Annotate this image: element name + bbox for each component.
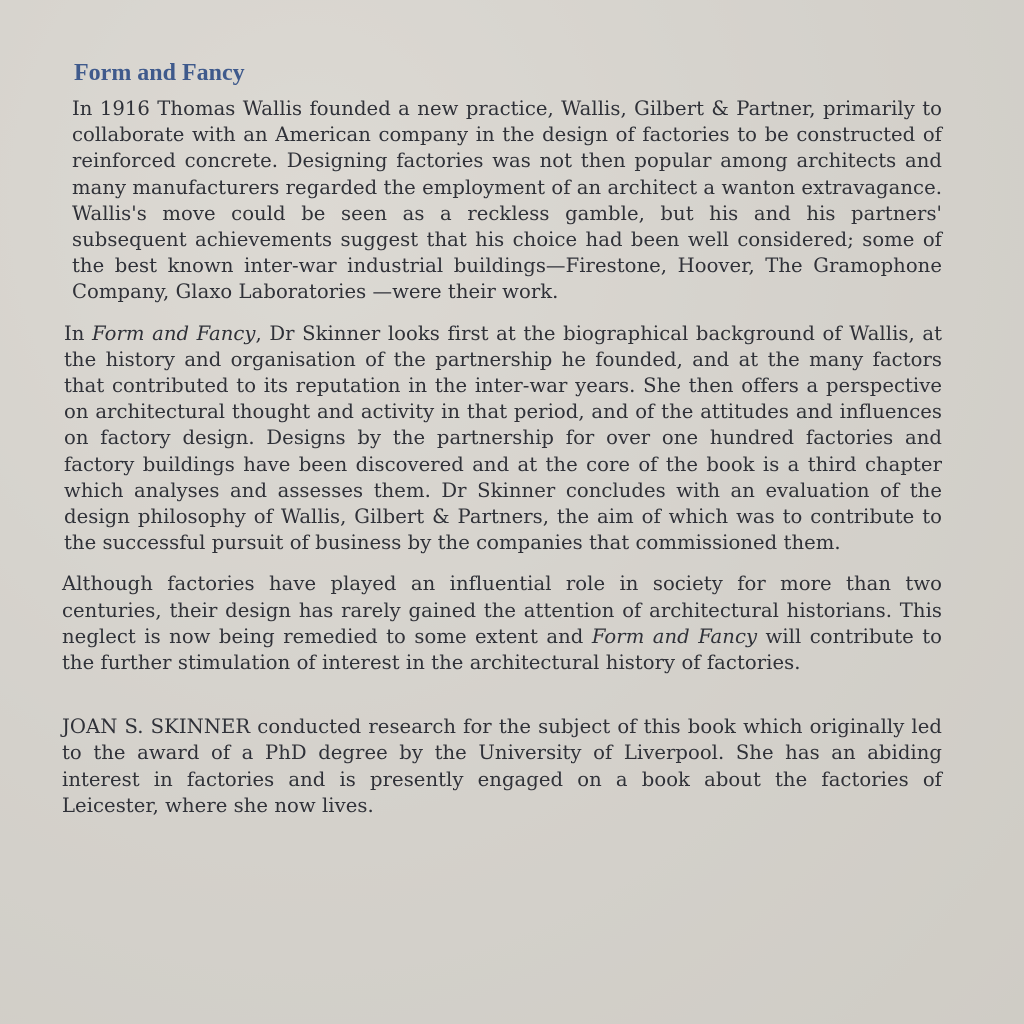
paragraph-history: In 1916 Thomas Wallis founded a new practice, Wallis, Gilbert & Partner, primarily to collaborate with an American company in the design of factories to be constructed of reinforced concrete. Designing factories was not then popular among architects and many manufacturers regarded the employment of an architect a wanton extravagance. Wallis's move could be seen as a reckless gamble, but his and his partners' subsequent achievements suggest that his choice had been well considered; some of the best known inter-war industrial buildings—Firestone, Hoover, The Gramophone Company, Glaxo Laboratories —were their work.	[72, 97, 942, 304]
paragraph-significance-tail: will contribute to the further stimulation of interest in the architectural history of factories.	[62, 624, 943, 675]
author-bio: JOAN S. SKINNER conducted research for the subject of this book which originally led to the award of a PhD degree by the University of Liverpool. She has an abiding interest in factories and is presently engaged on a book about the factories of Leicester, where she now lives.	[62, 715, 942, 817]
paragraph-significance	[62, 571, 942, 676]
paragraph-summary-body: , Dr Skinner looks first at the biographical background of Wallis, at the history and organisation of the partnership he founded, and at the many factors that contributed to its reputation in the inter-war years. She then offers a perspective on architectural thought and activity in that period, and of the attitudes and influences on factory design. Designs by the partnership for over one hundred factories and factory buildings have been discovered and at the core of the book is a third chapter which analyses and assesses them. Dr Skinner concludes with an evaluation of the design philosophy of Wallis, Gilbert & Partners, the aim of which was to contribute to the successful pursuit of business by the companies that commissioned them.	[64, 321, 943, 555]
section-title: Form and Fancy	[74, 60, 245, 86]
book-title-italic: Form and Fancy	[92, 321, 256, 345]
paragraph-significance-lead: Although factories have played an influential role in society for more than two centuries, their design has rarely gained the attention of architectural historians. This neglect is now being remedied to some extent and	[62, 572, 942, 648]
book-back-cover-text	[62, 58, 942, 834]
paragraph-summary-lead: In	[64, 321, 93, 345]
book-title-italic: Form and Fancy	[591, 624, 758, 648]
paragraph-summary	[62, 321, 942, 557]
